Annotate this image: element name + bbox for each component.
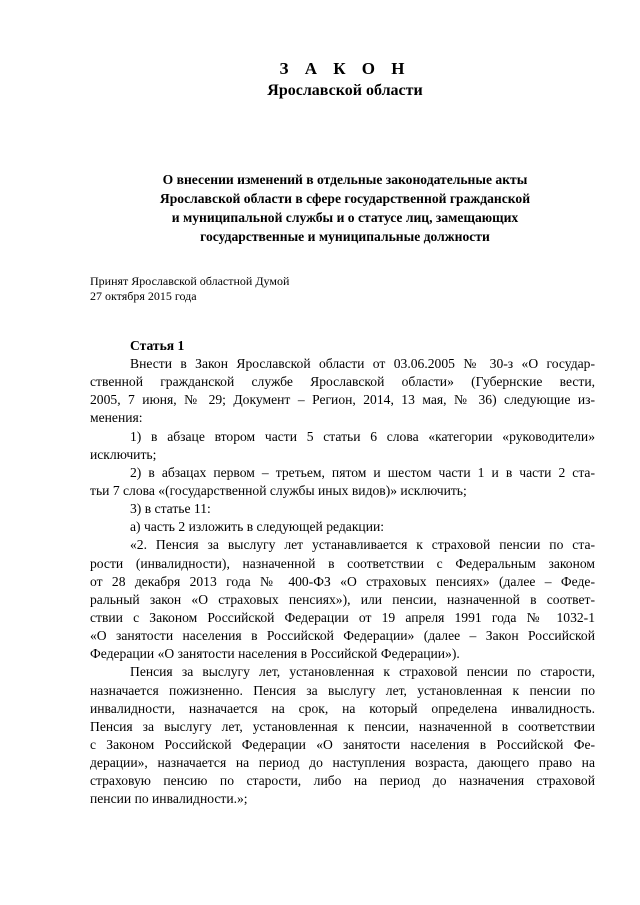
text-line: дерации», назначается на период до наступления возраста, дающего право на bbox=[90, 755, 595, 771]
text-line: Пенсия за выслугу лет, установленная к страховой пенсии по старости, bbox=[130, 664, 595, 680]
text-line: инвалидности, назначается на срок, на который определена инвалидность. bbox=[90, 700, 595, 716]
adoption-date: 27 октября 2015 года bbox=[90, 289, 197, 303]
law-subject-line: и муниципальной службы и о статусе лиц, замещающих bbox=[171, 210, 519, 225]
text-line: исключить; bbox=[90, 446, 157, 462]
text-line: менения: bbox=[90, 410, 143, 426]
text-line: пенсии по инвалидности.»; bbox=[90, 791, 248, 807]
text-line: 3) в статье 11: bbox=[130, 501, 211, 517]
text-line: назначается пожизненно. Пенсия за выслугу лет, установленная к пенсии по bbox=[90, 682, 595, 698]
text-line: Пенсия за выслугу лет, установленная к пенсии, назначенной в соответствии bbox=[90, 718, 595, 734]
article-body bbox=[90, 355, 595, 809]
law-region: Ярославской области bbox=[267, 82, 423, 99]
text-line: с Законом Российской Федерации «О занятости населения в Российской Фе- bbox=[90, 736, 595, 752]
law-subject-line: Ярославской области в сфере государственной гражданской bbox=[159, 191, 531, 206]
text-line: 2) в абзацах первом – третьем, пятом и шестом части 1 и в части 2 ста- bbox=[130, 464, 595, 480]
text-line: страховую пенсию по старости, либо на период до назначения страховой bbox=[90, 773, 595, 789]
text-line: 1) в абзаце втором части 5 статьи 6 слова «категории «руководители» bbox=[130, 428, 595, 444]
text-line: «2. Пенсия за выслугу лет устанавливается к страховой пенсии по ста- bbox=[130, 537, 595, 553]
law-subject-line: О внесении изменений в отдельные законодательные акты bbox=[162, 172, 528, 187]
law-title: З А К О Н bbox=[279, 59, 411, 78]
law-subject-line: государственные и муниципальные должности bbox=[200, 229, 490, 244]
text-line: Федерации «О занятости населения в Российской Федерации»). bbox=[90, 646, 460, 662]
article-heading: Статья 1 bbox=[130, 338, 185, 353]
text-line: ствии с Законом Российской Федерации от 19 апреля 1991 года № 1032-1 bbox=[90, 609, 595, 625]
text-line: тьи 7 слова «(государственной службы иных видов)» исключить; bbox=[90, 482, 467, 498]
text-line: ственной гражданской службе Ярославской области» (Губернские вести, bbox=[90, 374, 595, 390]
text-line: Внести в Закон Ярославской области от 03.06.2005 № 30-з «О государ- bbox=[130, 356, 595, 371]
adoption-note bbox=[90, 274, 289, 304]
text-line: ральный закон «О страховых пенсиях»), или пенсии, назначенной в соответ- bbox=[90, 591, 595, 607]
text-line: 2005, 7 июня, № 29; Документ – Регион, 2014, 13 мая, № 36) следующие из- bbox=[90, 392, 595, 408]
text-line: от 28 декабря 2013 года № 400-ФЗ «О страховых пенсиях» (далее – Феде- bbox=[90, 573, 595, 589]
law-subject bbox=[100, 170, 590, 246]
text-line: «О занятости населения в Российской Федерации» (далее – Закон Российской bbox=[90, 628, 595, 644]
text-line: а) часть 2 изложить в следующей редакции: bbox=[130, 519, 385, 535]
text-line: рости (инвалидности), назначенной в соответствии с Федеральным законом bbox=[90, 555, 595, 571]
adopted-by: Принят Ярославской областной Думой bbox=[90, 274, 290, 288]
